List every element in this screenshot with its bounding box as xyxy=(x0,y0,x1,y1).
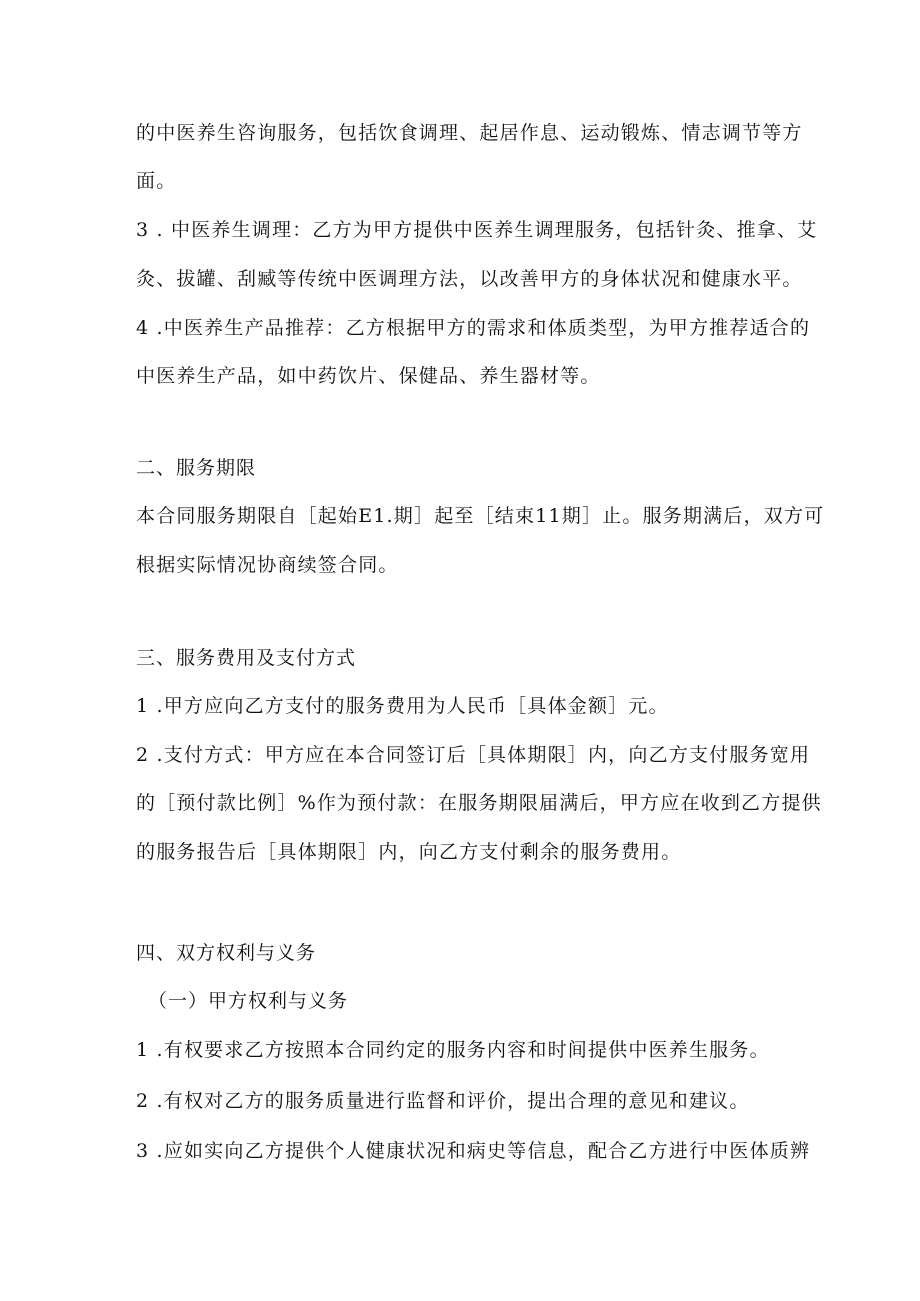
section-heading-service-term: 二、服务期限 xyxy=(136,457,257,479)
paragraph-line: 面。 xyxy=(136,170,177,192)
list-item-2: 2 .支付方式：甲方应在本合同签订后［具体期限］内，向乙方支付服务宽用 xyxy=(136,744,811,766)
list-item-3-continuation: 灸、拔罐、刮臧等传统中医调理方法，以改善甲方的身体状况和健康水平。 xyxy=(136,268,803,290)
list-item-2-continuation: 的［预付款比例］%作为预付款：在服务期限届满后，甲方应在收到乙方提供 xyxy=(136,792,822,814)
list-item-2: 2 .有权对乙方的服务质量进行监督和评价，提出合理的意见和建议。 xyxy=(136,1090,750,1112)
paragraph-line: 本合同服务期限自［起始E1.期］起至［结束11期］止。服务期满后，双方可 xyxy=(136,505,825,527)
list-item-1: 1 .甲方应向乙方支付的服务费用为人民币［具体金额］元。 xyxy=(136,695,669,717)
paragraph-line: 根据实际情况协商续签合同。 xyxy=(136,554,399,576)
paragraph-line: 的中医养生咨询服务，包括饮食调理、起居作息、运动锻炼、情志调节等方 xyxy=(136,122,803,144)
subsection-heading-party-a: （一）甲方权利与义务 xyxy=(148,990,349,1012)
list-item-3: 3 .应如实向乙方提供个人健康状况和病史等信息，配合乙方进行中医体质辨 xyxy=(136,1140,811,1162)
section-heading-rights: 四、双方权利与义务 xyxy=(136,942,317,964)
list-item-3: 3 . 中医养生调理：乙方为甲方提供中医养生调理服务，包括针灸、推拿、艾 xyxy=(136,219,818,241)
list-item-1: 1 .有权要求乙方按照本合同约定的服务内容和时间提供中医养生服务。 xyxy=(136,1039,770,1061)
list-item-2-continuation: 的服务报告后［具体期限］内，向乙方支付剩余的服务费用。 xyxy=(136,841,682,863)
section-heading-fees: 三、服务费用及支付方式 xyxy=(136,647,357,669)
list-item-4: 4 .中医养生产品推荐：乙方根据甲方的需求和体质类型，为甲方推荐适合的 xyxy=(136,317,811,339)
list-item-4-continuation: 中医养生产品，如中药饮片、保健品、养生器材等。 xyxy=(136,365,601,387)
